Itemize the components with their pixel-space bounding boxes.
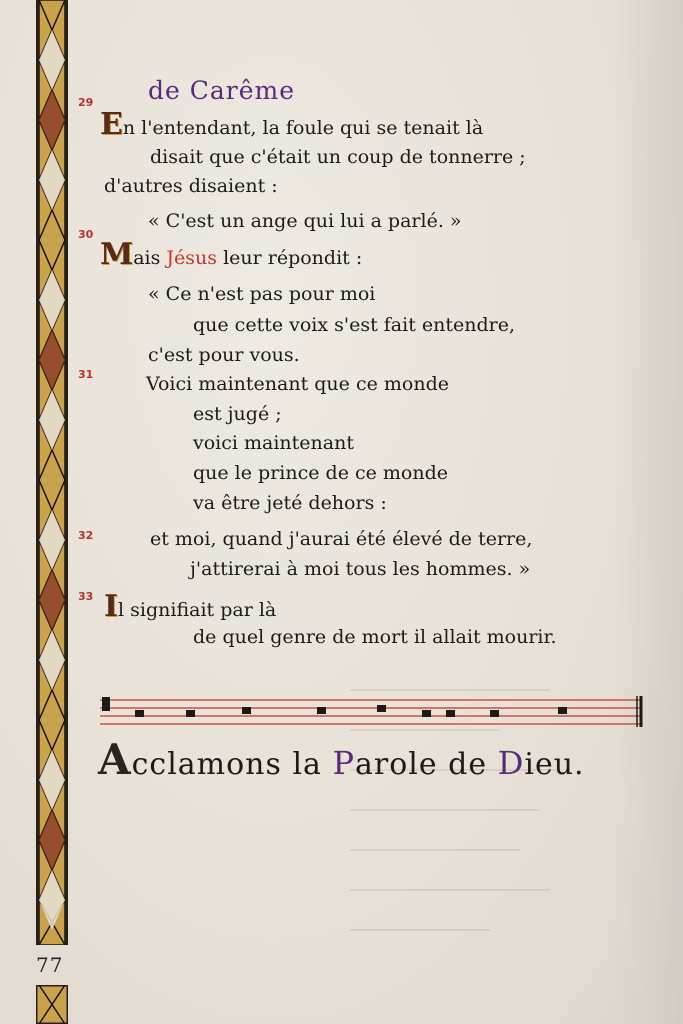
text-line: disait que c'était un coup de tonnerre ; [150, 146, 526, 168]
text-line: Il signifiait par là [104, 589, 277, 624]
page-number: 77 [36, 953, 64, 977]
text-line: que cette voix s'est fait entendre, [193, 314, 516, 336]
text-line: Voici maintenant que ce monde [146, 373, 449, 395]
text-line: « Ce n'est pas pour moi [148, 283, 376, 305]
acclamation-line: Acclamons la Parole de Dieu. [98, 735, 585, 784]
verse-number: 30 [78, 228, 94, 241]
verse-number: 31 [78, 368, 94, 381]
text-line: va être jeté dehors : [193, 492, 387, 514]
page-edge-shadow [613, 0, 683, 1024]
drop-cap: M [100, 237, 134, 272]
text-line: En l'entendant, la foule qui se tenait là [100, 107, 484, 142]
text-line: voici maintenant [193, 432, 354, 454]
section-heading: de Carême [148, 76, 296, 105]
text-line: Mais Jésus leur répondit : [100, 237, 363, 272]
decorative-border [36, 0, 68, 945]
decorative-border-bottom [36, 985, 68, 1024]
acclamation-initial: A [98, 735, 132, 784]
drop-cap: E [100, 107, 123, 142]
drop-cap: I [104, 589, 119, 624]
text-line: d'autres disaient : [104, 175, 278, 197]
verse-number: 33 [78, 590, 94, 603]
text-line: que le prince de ce monde [193, 462, 448, 484]
verse-number: 29 [78, 96, 94, 109]
text-line: j'attirerai à moi tous les hommes. » [190, 558, 531, 580]
text-line: « C'est un ange qui lui a parlé. » [148, 210, 462, 232]
text-line: est jugé ; [193, 403, 282, 425]
text-line: de quel genre de mort il allait mourir. [193, 626, 557, 648]
rubric-name: Jésus [166, 247, 218, 269]
text-line: et moi, quand j'aurai été élevé de terre, [150, 528, 533, 550]
verse-number: 32 [78, 529, 94, 542]
text-line: c'est pour vous. [148, 344, 300, 366]
chant-staff [100, 694, 644, 728]
